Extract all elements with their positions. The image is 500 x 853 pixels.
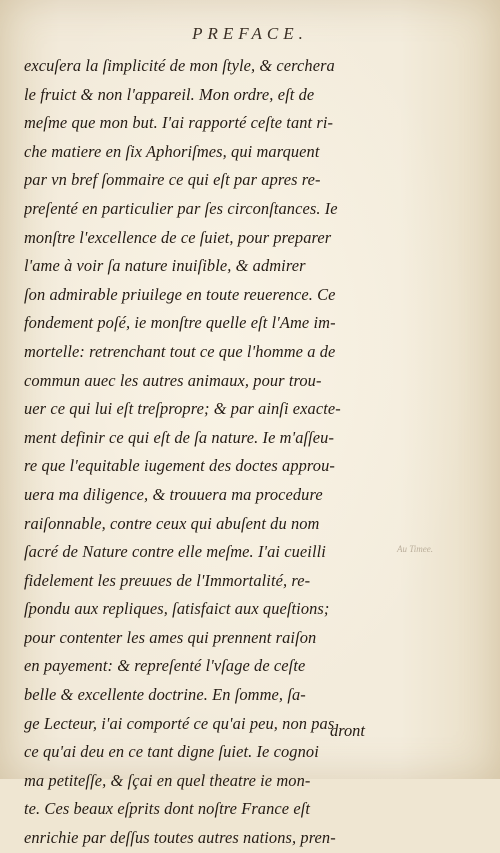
- text-line: ge Lecteur, i'ai comporté ce qu'ai peu, non pas: [24, 713, 335, 733]
- text-line: re que l'equitable iugement des doctes approu-: [24, 456, 335, 476]
- text-line: ment definir ce qui eſt de ſa nature. Ie m'aſſeu-: [24, 427, 335, 447]
- text-line: che matiere en ſix Aphoriſmes, qui marquent: [24, 141, 320, 161]
- text-line: preſenté en particulier par ſes circonſtances. Ie: [24, 198, 338, 218]
- text-line: uera ma diligence, & trouuera ma procedure: [24, 484, 323, 504]
- text-line: ſacré de Nature contre elle meſme. I'ai cueilli: [24, 542, 326, 562]
- text-line: par vn bref ſommaire ce qui eſt par apres re-: [24, 170, 321, 190]
- body-text: [24, 52, 380, 853]
- text-line: monſtre l'excellence de ce ſuiet, pour preparer: [24, 227, 332, 247]
- text-line: mortelle: retrenchant tout ce que l'homme a de: [24, 341, 336, 361]
- text-line: ſpondu aux repliques, ſatisfaict aux queſtions;: [24, 599, 330, 619]
- text-line: fondement poſé, ie monſtre quelle eſt l'Ame im-: [24, 313, 336, 333]
- text-line: ſon admirable priuilege en toute reuerence. Ce: [24, 284, 336, 304]
- text-line: commun auec les autres animaux, pour trou-: [24, 370, 322, 390]
- text-line: enrichie par deſſus toutes autres nations, pren-: [24, 828, 336, 848]
- text-line: en payement: & repreſenté l'vſage de ceſte: [24, 656, 306, 676]
- text-line: ma petiteſſe, & ſçai en quel theatre ie mon-: [24, 770, 311, 790]
- margin-note: Au Timee.: [397, 544, 433, 554]
- text-line: ce qu'ai deu en ce tant digne ſuiet. Ie cognoi: [24, 742, 319, 762]
- text-line: uer ce qui lui eſt treſpropre; & par ainſi exacte-: [24, 399, 341, 419]
- text-line: te. Ces beaux eſprits dont noſtre France eſt: [24, 799, 311, 819]
- text-line: belle & excellente doctrine. En ſomme, ſa-: [24, 685, 306, 705]
- text-line: pour contenter les ames qui prennent raiſon: [24, 627, 317, 647]
- catchword: dront: [330, 721, 365, 740]
- text-line: raiſonnable, contre ceux qui abuſent du nom: [24, 513, 320, 533]
- text-line: excuſera la ſimplicité de mon ſtyle, & cerchera: [24, 56, 335, 75]
- running-head: PREFACE.: [192, 24, 308, 43]
- text-line: le fruict & non l'appareil. Mon ordre, eſt de: [24, 84, 315, 104]
- text-line: l'ame à voir ſa nature inuiſible, & admirer: [24, 256, 306, 276]
- text-line: fidelement les preuues de l'Immortalité, re-: [24, 570, 311, 590]
- text-line: meſme que mon but. I'ai rapporté ceſte tant ri-: [24, 113, 334, 133]
